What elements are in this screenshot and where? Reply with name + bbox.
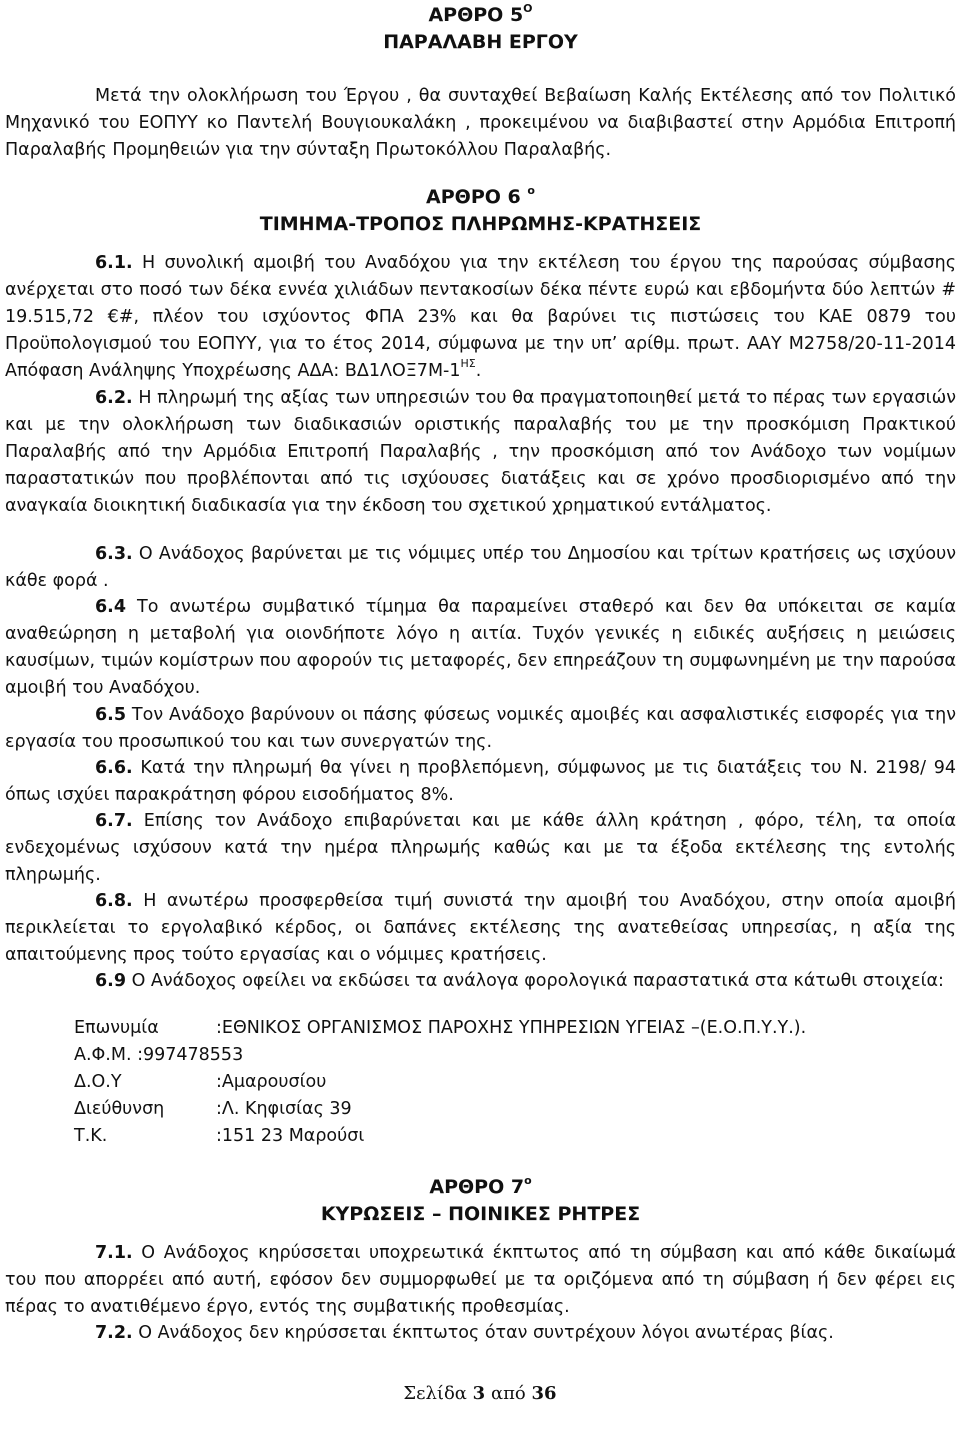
paragraph-6-6-number: 6.6. <box>95 758 133 778</box>
article7-title-sup: ο <box>524 1174 532 1187</box>
footer-of-label: από <box>490 1383 526 1404</box>
billing-label: Δ.Ο.Υ <box>74 1072 122 1092</box>
paragraph-6-8-text: Η ανωτέρω προσφερθείσα τιμή συνιστά την αμοιβή του Αναδόχου, στην οποία αμοιβή περικλείεται το εργολαβικό κέρδος, οι δαπάνες εκτέλεσης της ανατεθείσας υπηρεσίας, η αξία της απαιτούμενης προς τούτο εργασίας και ο νόμιμες κρατήσεις. <box>5 891 956 965</box>
billing-value: :Λ. Κηφισίας 39 <box>216 1099 352 1119</box>
paragraph-7-1-number: 7.1. <box>95 1243 133 1263</box>
paragraph-7-2-text: Ο Ανάδοχος δεν κηρύσσεται έκπτωτος όταν συντρέχουν λόγοι ανωτέρας βίας. <box>138 1323 834 1343</box>
billing-label: Α.Φ.Μ. :997478553 <box>74 1045 244 1065</box>
paragraph-6-3-number: 6.3. <box>95 544 133 564</box>
paragraph-6-1-text: Η συνολική αμοιβή του Αναδόχου για την εκτέλεση του έργου της παρούσας σύμβασης ανέρχεται στο ποσό των δέκα εννέα χιλιάδων πεντακοσίων δέκα πέντε ευρώ και εβδομήντα δύο λεπτών # 19.515,72 €#, πλέον του ισχύοντος ΦΠΑ 23% και θα βαρύνει τις πιστώσεις του ΚΑΕ 0879 του Προϋπολογισμού του ΕΟΠΥΥ, για το έτος 2014, σύμφωνα με την υπ’ αρίθμ. πρωτ. ΑΑΥ Μ2758/20-11-2014 Απόφαση Ανάληψης Υποχρέωσης ΑΔΑ: ΒΔ1ΛΟΞ7Μ-1 <box>5 253 956 381</box>
paragraph-6-5-number: 6.5 <box>95 705 127 725</box>
footer-total-pages: 36 <box>531 1383 557 1404</box>
article6-subheading: ΤΙΜΗΜΑ-ΤΡΟΠΟΣ ΠΛΗΡΩΜΗΣ-ΚΡΑΤΗΣΕΙΣ <box>259 213 702 235</box>
article5-heading <box>5 2 956 29</box>
paragraph-6-1-end: . <box>475 361 482 381</box>
paragraph-6-9 <box>5 968 956 995</box>
paragraph-6-2-number: 6.2. <box>95 388 133 408</box>
paragraph-6-3-text: Ο Ανάδοχος βαρύνεται με τις νόμιμες υπέρ του Δημοσίου και τρίτων κρατήσεις ως ισχύουν κάθε φορά . <box>5 544 956 591</box>
paragraph-7-1 <box>5 1240 956 1321</box>
billing-row-doy <box>74 1069 954 1096</box>
paragraph-6-2 <box>5 385 956 520</box>
article5-paragraph: Μετά την ολοκλήρωση του Έργου , θα συνταχθεί Βεβαίωση Καλής Εκτέλεσης από τον Πολιτικό Μηχανικό του ΕΟΠΥΥ κο Παντελή Βουγιουκαλάκη , προκειμένου να διαβιβαστεί στην Αρμόδια Επιτροπή Παραλαβής Προμηθειών για την σύνταξη Πρωτοκόλλου Παραλαβής. <box>5 86 956 160</box>
paragraph-6-8-number: 6.8. <box>95 891 133 911</box>
billing-label: Τ.Κ. <box>74 1126 108 1146</box>
page-footer <box>0 1380 960 1407</box>
paragraph-6-9-text: Ο Ανάδοχος οφείλει να εκδώσει τα ανάλογα φορολογικά παραστατικά στα κάτωθι στοιχεία: <box>131 971 944 991</box>
billing-row-name <box>74 1015 954 1042</box>
paragraph-6-6-text: Κατά την πληρωμή θα γίνει η προβλεπόμενη, σύμφωνος με τις διατάξεις του Ν. 2198/ 94 όπως ισχύει παρακράτηση φόρου εισοδήματος 8%. <box>5 758 956 805</box>
billing-info <box>74 1015 954 1150</box>
article6-title-sup: ο <box>527 184 535 197</box>
article5-subheading: ΠΑΡΑΛΑΒΗ ΕΡΓΟΥ <box>383 31 578 53</box>
paragraph-7-1-text: Ο Ανάδοχος κηρύσσεται υποχρεωτικά έκπτωτος από τη σύμβαση και από κάθε δικαίωμά του που απορρέει από αυτή, εφόσον δεν συμμορφωθεί με τα οριζόμενα από τη σύμβαση ή δεν φέρει εις πέρας το ανατιθέμενο έργο, εντός της συμβατικής προθεσμίας. <box>5 1243 956 1317</box>
paragraph-6-2-text: Η πληρωμή της αξίας των υπηρεσιών του θα πραγματοποιηθεί μετά το πέρας των εργασιών και με την ολοκλήρωση των διαδικασιών οριστικής παραλαβής του με την προσκόμιση Πρακτικού Παραλαβής από την Αρμόδια Επιτροπή Παραλαβής , την προσκόμιση από τον Ανάδοχο των νομίμων παραστατικών που προβλέπονται από τις ισχύουσες διατάξεις και σε χρόνο προσδιορισμένο από την αναγκαία διοικητική διαδικασία για την έκδοση του σχετικού χρηματικού εντάλματος. <box>5 388 956 516</box>
billing-label: Διεύθυνση <box>74 1099 165 1119</box>
paragraph-6-5-text: Τον Ανάδοχο βαρύνουν οι πάσης φύσεως νομικές αμοιβές και ασφαλιστικές εισφορές για την εργασία του προσωπικού του και των συνεργατών της. <box>5 705 956 752</box>
billing-row-afm <box>74 1042 954 1069</box>
billing-label: Επωνυμία <box>74 1018 159 1038</box>
paragraph-6-1 <box>5 250 956 385</box>
billing-row-postcode <box>74 1123 954 1150</box>
billing-row-address <box>74 1096 954 1123</box>
billing-value: :ΕΘΝΙΚΟΣ ΟΡΓΑΝΙΣΜΟΣ ΠΑΡΟΧΗΣ ΥΠΗΡΕΣΙΩΝ ΥΓΕΙΑΣ –(Ε.Ο.Π.Υ.Υ.). <box>216 1018 807 1038</box>
paragraph-7-2-number: 7.2. <box>95 1323 133 1343</box>
article7-title: ΑΡΘΡΟ 7 <box>429 1176 525 1198</box>
paragraph-6-4-number: 6.4 <box>95 597 127 617</box>
paragraph-6-4 <box>5 594 956 702</box>
paragraph-6-7-number: 6.7. <box>95 811 133 831</box>
article5-title-sup: Ο <box>523 2 533 15</box>
paragraph-6-6 <box>5 755 956 809</box>
footer-page-number: 3 <box>472 1383 486 1404</box>
paragraph-6-5 <box>5 702 956 756</box>
paragraph-6-1-sup: ΗΣ <box>460 357 476 370</box>
paragraph-6-8 <box>5 888 956 969</box>
paragraph-6-4-text: Το ανωτέρω συμβατικό τίμημα θα παραμείνει σταθερό και δεν θα υπόκειται σε καμία αναθεώρηση η μεταβολή για οιονδήποτε λόγο η αιτία. Τυχόν γενικές η ειδικές αυξήσεις η μειώσεις καυσίμων, τιμών κομίστρων που αφορούν τις μεταφορές, δεν επηρεάζουν τη συμφωνημένη με την παρούσα αμοιβή του Αναδόχου. <box>5 597 956 698</box>
article7-heading <box>5 1174 956 1201</box>
paragraph-6-9-number: 6.9 <box>95 971 127 991</box>
billing-value: :151 23 Μαρούσι <box>216 1126 365 1146</box>
article6-title: ΑΡΘΡΟ 6 <box>426 186 521 208</box>
paragraph-6-1-number: 6.1. <box>95 253 133 273</box>
paragraph-6-7 <box>5 808 956 889</box>
article6-heading <box>5 184 956 211</box>
footer-page-label: Σελίδα <box>403 1383 467 1404</box>
paragraph-6-7-text: Επίσης τον Ανάδοχο επιβαρύνεται και με κάθε άλλη κράτηση , φόρο, τέλη, τα οποία ενδεχομένως ισχύσουν κατά την ημέρα πληρωμής καθώς και με τα έξοδα εκτέλεσης της εντολής πληρωμής. <box>5 811 956 885</box>
article7-subheading: ΚΥΡΩΣΕΙΣ – ΠΟΙΝΙΚΕΣ ΡΗΤΡΕΣ <box>320 1203 641 1225</box>
article5-title: ΑΡΘΡΟ 5 <box>428 4 524 26</box>
paragraph-6-3 <box>5 541 956 595</box>
paragraph-7-2 <box>5 1320 956 1347</box>
billing-value: :Αμαρουσίου <box>216 1072 327 1092</box>
